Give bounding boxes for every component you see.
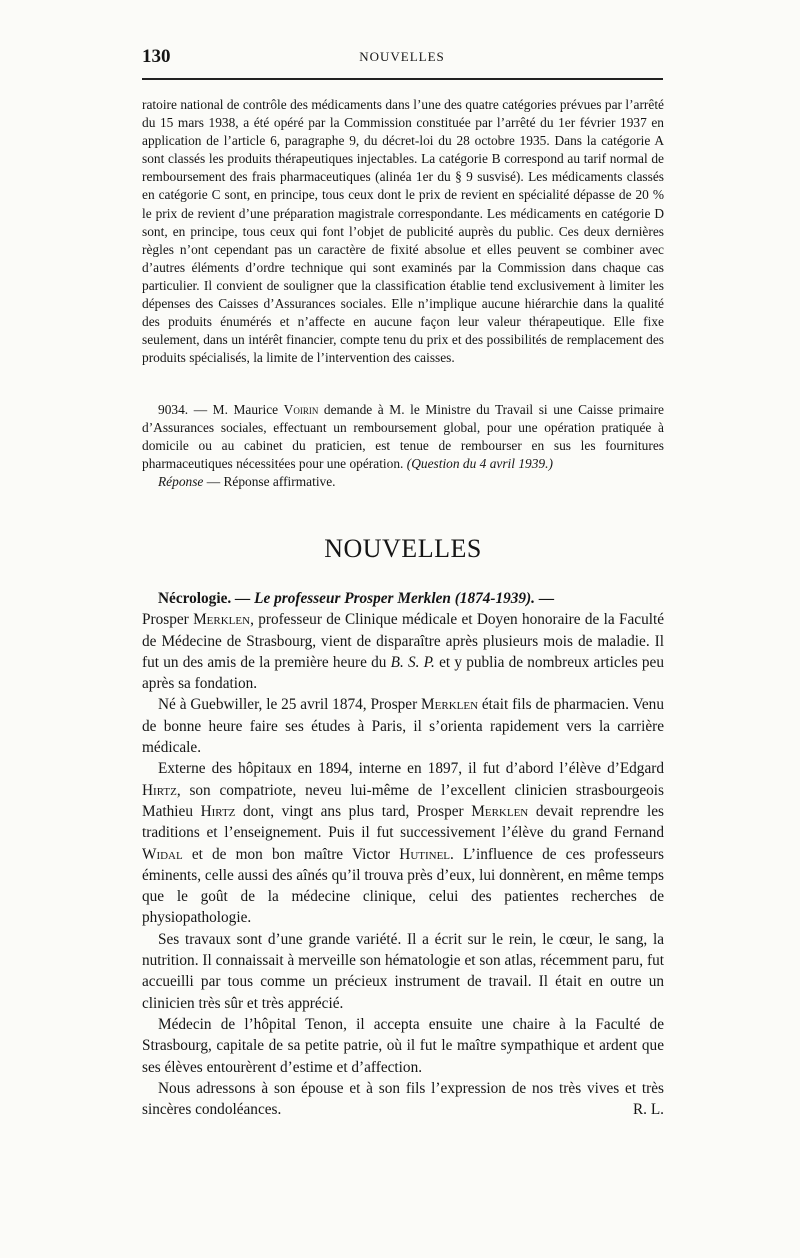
text-segment: était fils de pharmacien. Venu de bonne heure faire ses études à Paris, il s’orienta rapidement vers la carrière médicale. — [142, 696, 664, 757]
reply-line — [142, 473, 664, 491]
obituary-paragraph-2 — [142, 694, 664, 758]
page-number: 130 — [142, 46, 171, 67]
question-date: (Question du 4 avril 1939.) — [406, 456, 553, 472]
section-title: NOUVELLES — [324, 534, 482, 563]
obituary-paragraph-4: Ses travaux sont d’une grande variété. Il a écrit sur le rein, le cœur, le sang, la nutrition. Il connaissait à merveille son hématologie et son atlas, récemment paru, fut accueilli par tous comme un précieux instrument de travail. Il était en outre un clinicien très sûr et très apprécié. — [142, 930, 664, 1012]
person-name: Merklen — [471, 802, 529, 820]
text-segment: Nous adressons à son épouse et à son fils l’expression de nos très vives et très sincères condoléances. — [142, 1079, 664, 1119]
journal-name: B. S. P. — [390, 653, 435, 671]
page-header — [142, 46, 662, 70]
person-name: Widal — [142, 845, 183, 863]
obituary — [142, 588, 664, 1120]
text-segment: Externe des hôpitaux en 1894, interne en 1897, il fut d’abord l’élève d’Edgard — [158, 760, 664, 778]
text-segment: , professeur de Clinique médicale et Doyen honoraire de la Faculté de Médecine de Strasbourg, vient de disparaître après plusieurs mois de maladie. Il fut un des amis de la première heure du — [142, 611, 665, 671]
signature: R. L. — [632, 1101, 664, 1119]
question-dash: — — [193, 402, 208, 417]
question-asker-prefix: M. Maurice — [212, 402, 279, 417]
necrology-label: Nécrologie. — [158, 590, 232, 607]
obituary-heading — [142, 588, 664, 609]
text-segment: devait reprendre les traditions et l’enseignement. Puis il fut successivement l’élève du grand Fernand — [142, 802, 664, 842]
question-text: demande à M. le Ministre du Travail si une Caisse primaire d’Assurances sociales, effectuant un remboursement global, pour une opération pratiquée à domicile ou au cabinet du praticien, est tenue de rembourser en sus les fournitures pharmaceutiques nécessitées pour une opération. — [142, 402, 664, 472]
text-segment: Né à Guebwiller, le 25 avril 1874, Prosper — [158, 696, 418, 714]
obituary-paragraph-6 — [142, 1078, 664, 1121]
person-name: Hutinel — [399, 845, 451, 863]
obituary-paragraph-5: Médecin de l’hôpital Tenon, il accepta ensuite une chaire à la Faculté de Strasbourg, capitale de sa petite patrie, où il fut le maître sympathique et ardent que ses élèves entourèrent d’estime et d’affection. — [142, 1015, 664, 1076]
person-name: Hirtz — [200, 802, 236, 820]
text-segment: dont, vingt ans plus tard, Prosper — [243, 802, 464, 820]
obituary-subheading: — Le professeur Prosper Merklen (1874-1939). — — [235, 590, 555, 607]
running-title: NOUVELLES — [359, 49, 445, 64]
text-segment: , son compatriote, neveu lui-même de l’excellent clinicien strasbourgeois Mathieu — [142, 781, 664, 820]
question-paragraph — [142, 401, 664, 491]
text-segment: Prosper — [142, 611, 189, 629]
person-name: Hirtz — [142, 781, 177, 799]
reply-label: Réponse — [158, 474, 204, 490]
header-rule — [142, 78, 663, 80]
text-segment: et de mon bon maître Victor — [191, 845, 391, 863]
question-asker-name: Voirin — [283, 402, 319, 417]
decree-paragraph — [142, 96, 664, 367]
text-segment: . L’influence de ces professeurs éminents, celle aussi des aînés qu’il trouva près d’eux, lui donnèrent, en même temps que le goût de la médecine clinique, celui des patientes recherches de physiopathologie. — [142, 845, 664, 927]
reply-text: — Réponse affirmative. — [206, 474, 336, 490]
obituary-paragraph-1 — [142, 609, 664, 694]
person-name: Merklen — [421, 696, 479, 714]
text-segment: et y publia de nombreux articles peu après sa fondation. — [142, 653, 664, 693]
person-name: Merklen — [193, 611, 251, 629]
decree-text: ratoire national de contrôle des médicaments dans l’une des quatre catégories prévues par l’arrêté du 15 mars 1938, a été opéré par la Commission constituée par l’arrêté du 1er février 1937 en application de l’article 6, paragraphe 9, du décret-loi du 28 octobre 1935. Dans la catégorie A sont classés les produits thérapeutiques injectables. La catégorie B correspond au tarif normal de remboursement des frais pharmaceutiques (alinéa 1er du § 9 susvisé). Les médicaments classés en catégorie C sont, en principe, tous ceux dont le prix de revient en spécialité dépasse de 20 % le prix de revient d’une préparation magistrale correspondante. Les médicaments en catégorie D sont, en principe, tous ceux qui font l’objet de publicité auprès du public. Ces deux dernières règles n’ont cependant pas un caractère de fixité absolue et elles peuvent se combiner avec d’autres éléments d’ordre technique qui sont examinés par la Commission dans chaque cas particulier. Il convient de souligner que la classification établie tend exclusivement à limiter les dépenses des Caisses d’Assurances sociales. Elle n’implique aucune hiérarchie dans la qualité des produits énumérés et n’affecte en aucune façon leur valeur thérapeutique. Elle fixe seulement, dans un intérêt financier, compte tenu du prix et des possibilités de remplacement des produits spécialisés, la limite de l’intervention des caisses. — [142, 97, 664, 366]
obituary-paragraph-3 — [142, 758, 664, 928]
question-number: 9034. — [158, 402, 189, 417]
